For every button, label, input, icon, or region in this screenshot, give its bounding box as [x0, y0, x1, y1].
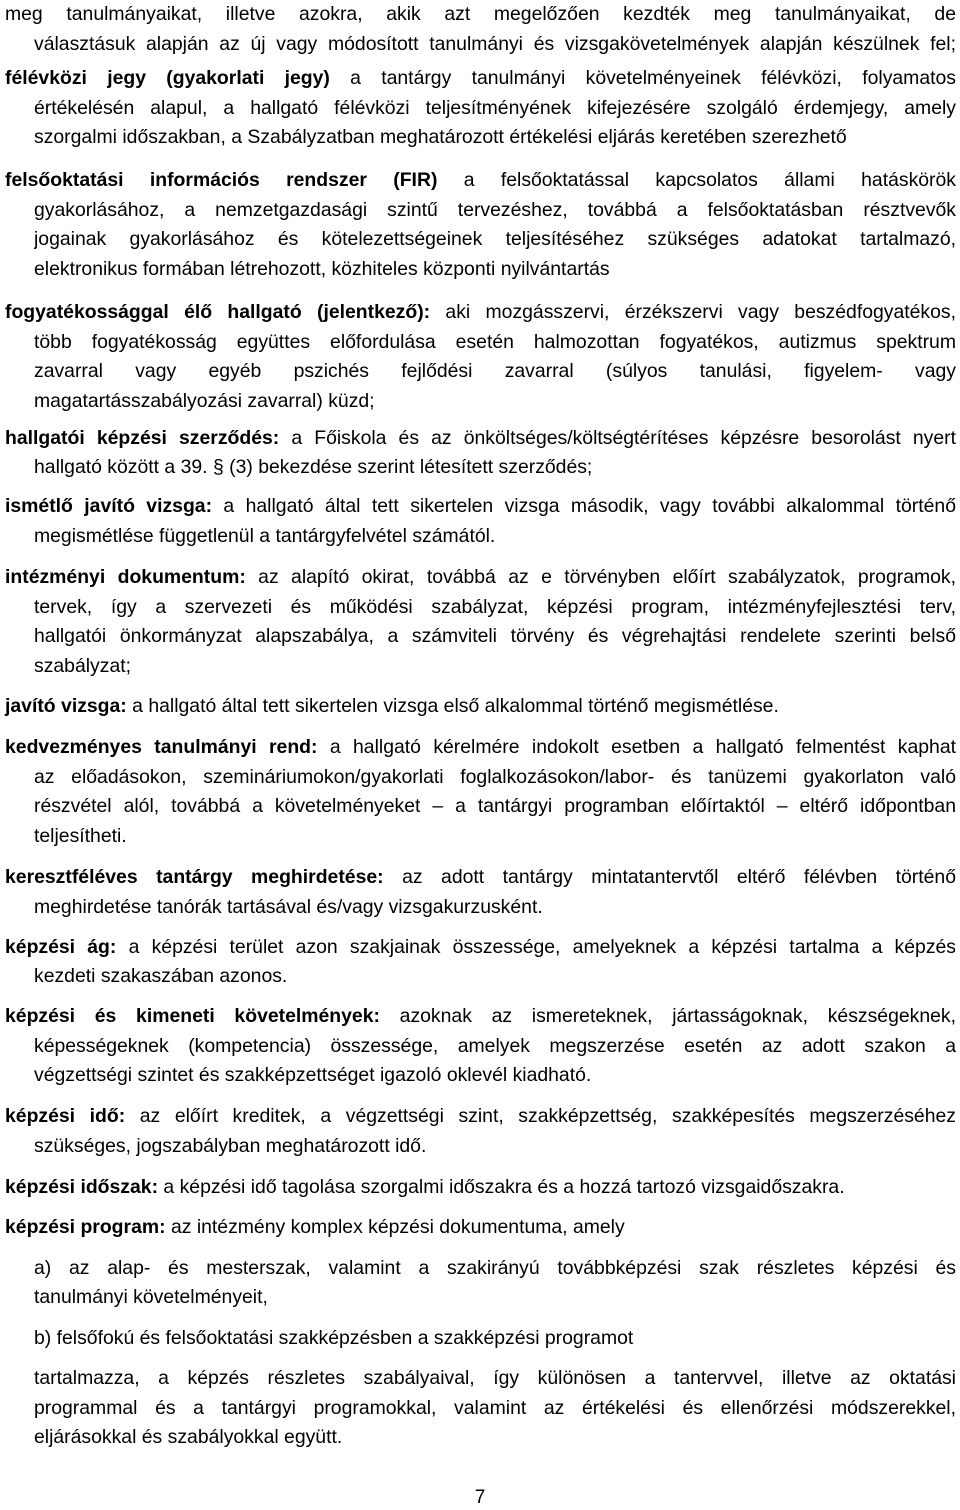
definition-text: meg tanulmányaikat, illetve azokra, akik azt megelőzően kezdték meg tanulmányaikat, de [5, 3, 956, 25]
page-number: 7 [474, 1487, 486, 1508]
text-line [34, 522, 495, 551]
definition-text: értékelésén alapul, a hallgató félévközi teljesítményének kifejezésére szolgáló érdemjegy, amely [34, 96, 956, 119]
text-line [34, 962, 287, 991]
text-line [5, 166, 956, 195]
text-line [34, 1254, 956, 1283]
text-line [5, 64, 956, 93]
text-line [34, 196, 956, 225]
definition-text: tanulmányi követelményeit, [34, 1286, 268, 1308]
definition-text: a képzési terület azon szakjainak összessége, amelyeknek a képzési tartalma a képzés [116, 935, 956, 958]
text-line [34, 123, 847, 152]
definition-text: az alapító okirat, továbbá az e törvényben előírt szabályzatok, programok, [245, 566, 956, 588]
text-line [34, 387, 375, 416]
definition-term: hallgatói képzési szerződés: [5, 426, 280, 449]
definition-text: szükséges, jogszabályban meghatározott idő. [34, 1134, 427, 1157]
text-line [34, 622, 956, 651]
definition-text: szabályzat; [34, 654, 132, 677]
definition-text: elektronikus formában létrehozott, közhiteles központi nyilvántartás [34, 257, 610, 280]
text-line [34, 1283, 268, 1312]
definition-term: félévközi jegy (gyakorlati jegy) [5, 67, 330, 89]
text-line [5, 733, 956, 762]
definition-term: keresztféléves tantárgy meghirdetése: [5, 866, 384, 888]
definition-term: ismétlő javító vizsga: [5, 495, 213, 517]
text-line [34, 1364, 956, 1393]
text-line [34, 822, 127, 851]
text-line [5, 863, 956, 892]
text-line [5, 1213, 625, 1242]
definition-text: b) felsőfokú és felsőoktatási szakképzésben a szakképzési programot [34, 1326, 634, 1349]
definition-text: kezdeti szakaszában azonos. [34, 965, 288, 987]
definition-text: azoknak az ismereteknek, jártasságoknak, készségeknek, [379, 1005, 956, 1027]
definition-text: szorgalmi időszakban, a Szabályzatban meghatározott értékelési eljárás keretében szerezhető [34, 126, 847, 148]
text-line [5, 1102, 956, 1131]
definition-text: magatartásszabályozási zavarral) küzd; [34, 389, 375, 412]
text-line [34, 1324, 633, 1353]
definition-text: zavarral vagy egyéb pszichés fejlődési zavarral (súlyos tanulási, figyelem- vagy [34, 360, 956, 382]
text-line [34, 1032, 956, 1061]
definition-text: a hallgató által tett sikertelen vizsga második, vagy további alkalommal történő [212, 495, 956, 517]
definition-text: aki mozgásszervi, érzékszervi vagy beszédfogyatékos, [430, 301, 956, 323]
definition-text: hallgatói önkormányzat alapszabálya, a számviteli törvény és végrehajtási rendelete szerinti belső [34, 625, 956, 647]
text-line [34, 94, 956, 123]
text-line [5, 692, 779, 721]
text-line [5, 933, 956, 962]
definition-text: az adott tantárgy mintatantervtől eltérő félévben történő [383, 866, 956, 888]
definition-term: képzési és kimeneti követelmények: [5, 1005, 380, 1027]
definition-text: tartalmazza, a képzés részletes szabályaival, így különösen a tantervvel, illetve az oktatási [34, 1367, 956, 1389]
text-line [34, 453, 592, 482]
definition-text: a tantárgy tanulmányi követelményeinek félévközi, folyamatos [329, 67, 956, 89]
text-line [34, 763, 956, 792]
definition-text: jogainak gyakorlásához és kötelezettségeinek teljesítéséhez szükséges adatokat tartalmazó, [34, 228, 956, 250]
definition-term: intézményi dokumentum: [5, 566, 246, 588]
definition-text: meghirdetése tanórák tartásával és/vagy vizsgakurzusként. [34, 895, 543, 918]
definition-term: felsőoktatási információs rendszer (FIR) [5, 169, 438, 191]
definition-term: kedvezményes tanulmányi rend: [5, 736, 318, 758]
text-line [34, 30, 956, 59]
text-line [34, 593, 956, 622]
text-line [34, 652, 131, 681]
definition-text: az előadásokon, szemináriumokon/gyakorlati foglalkozásokon/labor- és tanüzemi gyakorlaton való [34, 765, 956, 788]
text-line [5, 424, 956, 453]
text-line [5, 1002, 956, 1031]
text-line [5, 1173, 845, 1202]
text-line [34, 893, 543, 922]
definition-text: a hallgató kérelmére indokolt esetben a hallgató felmentést kaphat [317, 736, 956, 758]
definition-text: a) az alap- és mesterszak, valamint a szakirányú továbbképzési szak részletes képzési és [34, 1256, 956, 1279]
definition-text: választásuk alapján az új vagy módosított tanulmányi és vizsgakövetelmények alapján készülnek fel; [34, 32, 956, 55]
text-line [5, 298, 956, 327]
text-line [5, 492, 956, 521]
definition-text: teljesítheti. [34, 824, 127, 847]
text-line [34, 357, 956, 386]
definition-term: képzési időszak: [5, 1176, 159, 1198]
definition-text: a hallgató által tett sikertelen vizsga első alkalommal történő megismétlése. [126, 695, 779, 717]
definition-text: az intézmény komplex képzési dokumentuma, amely [165, 1216, 625, 1238]
text-line [34, 1394, 956, 1423]
definition-term: képzési idő: [5, 1105, 126, 1127]
definition-term: képzési program: [5, 1216, 166, 1238]
text-line [34, 1061, 591, 1090]
text-line [5, 563, 956, 592]
definition-text: gyakorlásához, a nemzetgazdasági szintű tervezéshez, továbbá a felsőoktatásban résztvevők [34, 198, 956, 221]
definition-text: a Főiskola és az önköltséges/költségtérítéses képzésre besorolást nyert [279, 426, 956, 449]
definition-text: hallgató között a 39. § (3) bekezdése szerint létesített szerződés; [34, 456, 593, 478]
text-line [34, 255, 610, 284]
definition-text: az előírt kreditek, a végzettségi szint, szakképzettség, szakképesítés megszerzéséhez [125, 1105, 956, 1127]
text-line [34, 1132, 426, 1161]
definition-text: eljárásokkal és szabályokkal együtt. [34, 1426, 343, 1448]
definition-text: képességeknek (kompetencia) összessége, amelyek megszerzése esetén az adott szakon a [34, 1034, 956, 1057]
definition-text: tervek, így a szervezeti és működési szabályzat, képzési program, intézményfejlesztési terv, [34, 595, 956, 618]
definition-term: fogyatékossággal élő hallgató (jelentkező): [5, 301, 431, 323]
definition-text: megismétlése függetlenül a tantárgyfelvétel számától. [34, 524, 496, 547]
definition-text: végzettségi szintet és szakképzettséget igazoló oklevél kiadható. [34, 1064, 592, 1086]
text-line [34, 792, 956, 821]
definition-term: képzési ág: [5, 935, 117, 958]
text-line [5, 0, 956, 29]
definition-term: javító vizsga: [5, 695, 127, 717]
definition-text: a felsőoktatással kapcsolatos állami hatáskörök [437, 169, 956, 191]
definition-text: a képzési idő tagolása szorgalmi időszakra és a hozzá tartozó vizsgaidőszakra. [158, 1176, 845, 1198]
definition-text: több fogyatékosság együttes előfordulása esetén halmozottan fogyatékos, autizmus spektrum [34, 330, 956, 353]
definition-text: programmal és a tantárgyi programokkal, valamint az értékelési és ellenőrzési módszerekkel, [34, 1396, 956, 1419]
definition-text: részvétel alól, továbbá a követelményeket – a tantárgyi programban előírtaktól – eltérő időpontban [34, 795, 956, 817]
text-line [34, 225, 956, 254]
text-line [34, 328, 956, 357]
text-line [34, 1423, 342, 1452]
